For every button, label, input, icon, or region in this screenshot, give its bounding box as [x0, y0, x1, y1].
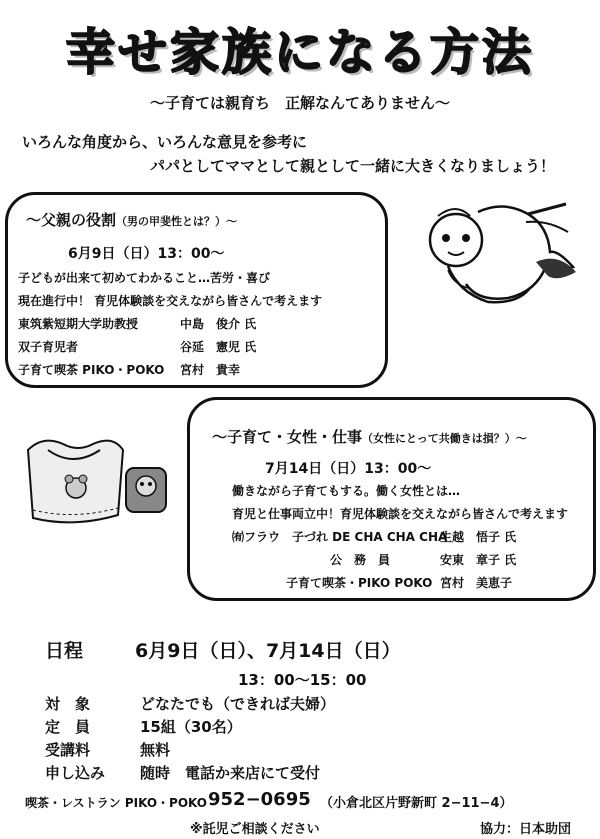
event-1-speaker-3-role: 子育て喫茶 PIKO・POKO: [18, 363, 165, 377]
shop-address: （小倉北区片野新町 2−11−4）: [320, 796, 513, 811]
baby-bib-illustration: [18, 430, 178, 530]
schedule-time: 13：00～15：00: [238, 671, 367, 689]
intro-line-1: いろんな角度から、いろんな意見を参考に: [22, 133, 308, 151]
support-credit: 協力：日本助団: [480, 822, 572, 837]
event-2-date: 7月14日（日）13：00～: [265, 461, 432, 477]
childcare-note: ※託児ご相談ください: [190, 822, 320, 837]
shop-name: 喫茶・レストラン PIKO・POKO: [25, 796, 207, 810]
application-label: 申し込み: [45, 764, 106, 782]
target-value: どなたでも（できれば夫婦）: [140, 695, 336, 713]
shop-phone: 952−0695: [208, 789, 311, 810]
event-1-desc-2: 現在進行中！ 育児体験談を交えながら皆さんで考えます: [18, 294, 323, 308]
event-2-speaker-2-role: 公 務 員: [330, 553, 391, 567]
event-2-box: [187, 397, 596, 601]
fee-label: 受講料: [45, 741, 91, 759]
capacity-label: 定 員: [45, 718, 91, 736]
event-1-speaker-2-name: 谷延 憲児 氏: [180, 340, 257, 354]
application-value: 随時 電話か来店にて受付: [140, 764, 321, 782]
event-1-speaker-3-name: 宮村 貴幸: [180, 363, 241, 377]
schedule-dates: 6月9日（日）、7月14日（日）: [135, 640, 401, 662]
event-2-desc-2: 育児と仕事両立中！育児体験談を交えながら皆さんで考えます: [232, 507, 569, 521]
intro-line-2: パパとしてママとして親として一緒に大きくなりましょう！: [150, 157, 556, 175]
event-2-speaker-1-role: ㈲フラウ 子づれ DE CHA CHA CHA: [232, 530, 448, 544]
event-1-desc-1: 子どもが出来て初めてわかること…苦労・喜び: [18, 271, 271, 285]
target-label: 対 象: [45, 695, 91, 713]
capacity-value: 15組（30名）: [140, 718, 242, 736]
page-title: 幸せ家族になる方法: [65, 24, 534, 81]
event-2-speaker-1-name: 生越 悟子 氏: [440, 530, 517, 544]
event-1-speaker-1-role: 東筑紫短期大学助教授: [18, 317, 139, 331]
event-2-speaker-3-name: 宮村 美恵子: [440, 576, 513, 590]
event-1-box: [5, 192, 388, 388]
fee-value: 無料: [140, 741, 171, 759]
event-1-speaker-2-role: 双子育児者: [18, 340, 79, 354]
event-1-title: ～父親の役割（男の甲斐性とは？）～: [26, 211, 238, 229]
event-2-title: ～子育て・女性・仕事（女性にとって共働きは損？）～: [212, 428, 527, 446]
event-2-speaker-3-role: 子育て喫茶・PIKO POKO: [286, 576, 433, 590]
event-1-speaker-1-name: 中島 俊介 氏: [180, 317, 257, 331]
schedule-date-label: 日程: [45, 640, 84, 662]
event-1-date: 6月9日（日）13：00～: [68, 246, 225, 262]
stork-baby-illustration: [408, 192, 578, 322]
page-subtitle: ～子育ては親育ち 正解なんてありません～: [149, 94, 450, 112]
event-2-desc-1: 働きながら子育てもする。働く女性とは…: [232, 484, 461, 498]
event-2-speaker-2-name: 安東 章子 氏: [440, 553, 517, 567]
